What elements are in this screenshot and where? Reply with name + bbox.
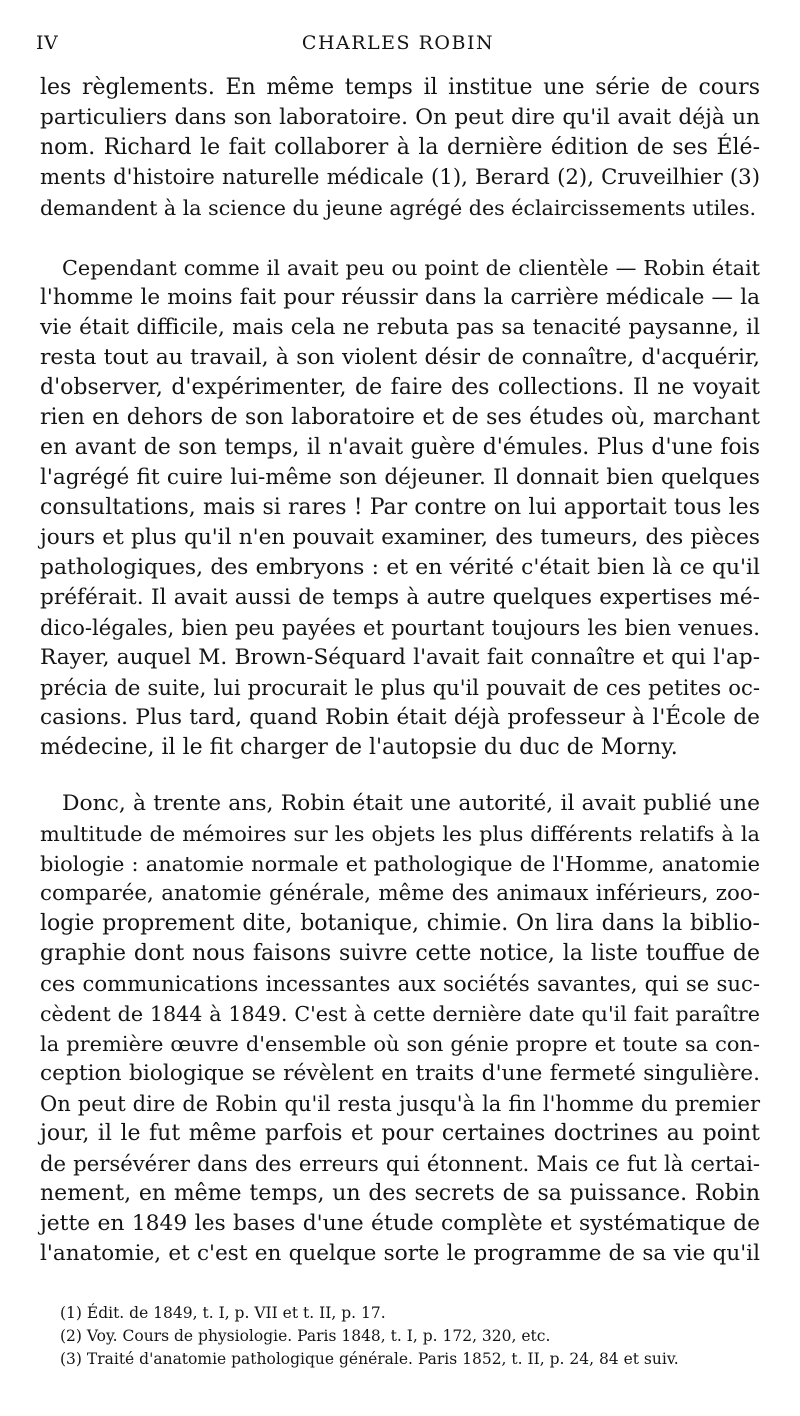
footnotes (60, 1302, 760, 1371)
paragraph-3 (40, 789, 760, 1269)
text-line: Donc, à trente ans, Robin était une autorité, il avait publié une (62, 791, 760, 816)
text-line: ments d'histoire naturelle médicale (1), Berard (2), Cruveilhier (3) (40, 165, 760, 190)
text-line: casions. Plus tard, quand Robin était déjà professeur à l'École de (40, 705, 760, 730)
text-line: Rayer, auquel M. Brown-Séquard l'avait fait connaître et qui l'ap- (40, 645, 760, 670)
page-number: IV (36, 32, 59, 54)
text-line: nom. Richard le fait collaborer à la dernière édition de ses Élé- (40, 135, 760, 160)
text-line: cèdent de 1844 à 1849. C'est à cette dernière date qu'il fait paraître (40, 1002, 760, 1026)
text-line: comparée, anatomie générale, même des animaux inférieurs, zoo- (40, 881, 760, 906)
running-title: CHARLES ROBIN (301, 32, 495, 54)
text-line: graphie dont nous faisons suivre cette notice, la liste touffue de (40, 941, 760, 966)
text-line: l'anatomie, et c'est en quelque sorte le programme de sa vie qu'il (40, 1241, 760, 1266)
text-line: jette en 1849 les bases d'une étude complète et systématique de (40, 1211, 760, 1236)
text-line: particuliers dans son laboratoire. On peut dire qu'il avait déjà un (40, 105, 760, 130)
text-line: consultations, mais si rares ! Par contre on lui apportait tous les (40, 495, 760, 520)
text-line: dico-légales, bien peu payées et pourtant toujours les bien venues. (40, 615, 760, 640)
text-line: l'agrégé fit cuire lui-même son déjeuner. Il donnait bien quelques (40, 465, 760, 490)
text-line: jour, il le fut même parfois et pour certaines doctrines au point (40, 1121, 760, 1146)
text-line: logie proprement dite, botanique, chimie. On lira dans la biblio- (40, 911, 760, 936)
text-line: la première œuvre d'ensemble où son génie propre et toute sa con- (40, 1032, 760, 1056)
text-line: Cependant comme il avait peu ou point de clientèle — Robin était (62, 256, 760, 280)
text-line: médecine, il le fit charger de l'autopsie du duc de Morny. (40, 735, 678, 760)
text-line: jours et plus qu'il n'en pouvait examiner, des tumeurs, des pièces (40, 525, 760, 550)
text-line: de persévérer dans des erreurs qui étonnent. Mais ce fut là certai- (40, 1151, 760, 1176)
text-line: précia de suite, lui procurait le plus qu'il pouvait de ces petites oc- (40, 675, 760, 700)
text-line: en avant de son temps, il n'avait guère d'émules. Plus d'une fois (40, 435, 760, 460)
footnote-2: (2) Voy. Cours de physiologie. Paris 1848, t. I, p. 172, 320, etc. (60, 1327, 551, 1345)
text-line: vie était difficile, mais cela ne rebuta pas sa tenacité paysanne, il (40, 315, 760, 340)
paragraph-2 (40, 253, 760, 763)
text-line: l'homme le moins fait pour réussir dans la carrière médicale — la (40, 285, 760, 310)
text-line: d'observer, d'expérimenter, de faire des collections. Il ne voyait (40, 375, 760, 400)
text-line: nement, en même temps, un des secrets de sa puissance. Robin (40, 1181, 760, 1206)
text-line: resta tout au travail, à son violent désir de connaître, d'acquérir, (40, 345, 760, 370)
text-line: ception biologique se révèlent en traits d'une fermeté singulière. (40, 1061, 760, 1086)
text-line: rien en dehors de son laboratoire et de ses études où, marchant (40, 405, 760, 430)
text-line: biologie : anatomie normale et pathologique de l'Homme, anatomie (40, 852, 760, 876)
text-line: les règlements. En même temps il institue une série de cours (40, 75, 760, 100)
paragraph-1 (40, 73, 760, 223)
text-line: On peut dire de Robin qu'il resta jusqu'à la fin l'homme du premier (40, 1091, 760, 1116)
footnote-3: (3) Traité d'anatomie pathologique générale. Paris 1852, t. II, p. 24, 84 et suiv. (60, 1350, 679, 1368)
text-line: ces communications incessantes aux sociétés savantes, qui se suc- (40, 971, 760, 996)
text-line: préférait. Il avait aussi de temps à autre quelques expertises mé- (40, 585, 760, 610)
text-line: pathologiques, des embryons : et en vérité c'était bien là ce qu'il (40, 555, 760, 580)
running-head (36, 32, 760, 56)
text-line: multitude de mémoires sur les objets les plus différents relatifs à la (40, 822, 760, 846)
text-line: demandent à la science du jeune agrégé des éclaircissements utiles. (40, 196, 757, 220)
footnote-1: (1) Édit. de 1849, t. I, p. VII et t. II, p. 17. (60, 1304, 386, 1322)
